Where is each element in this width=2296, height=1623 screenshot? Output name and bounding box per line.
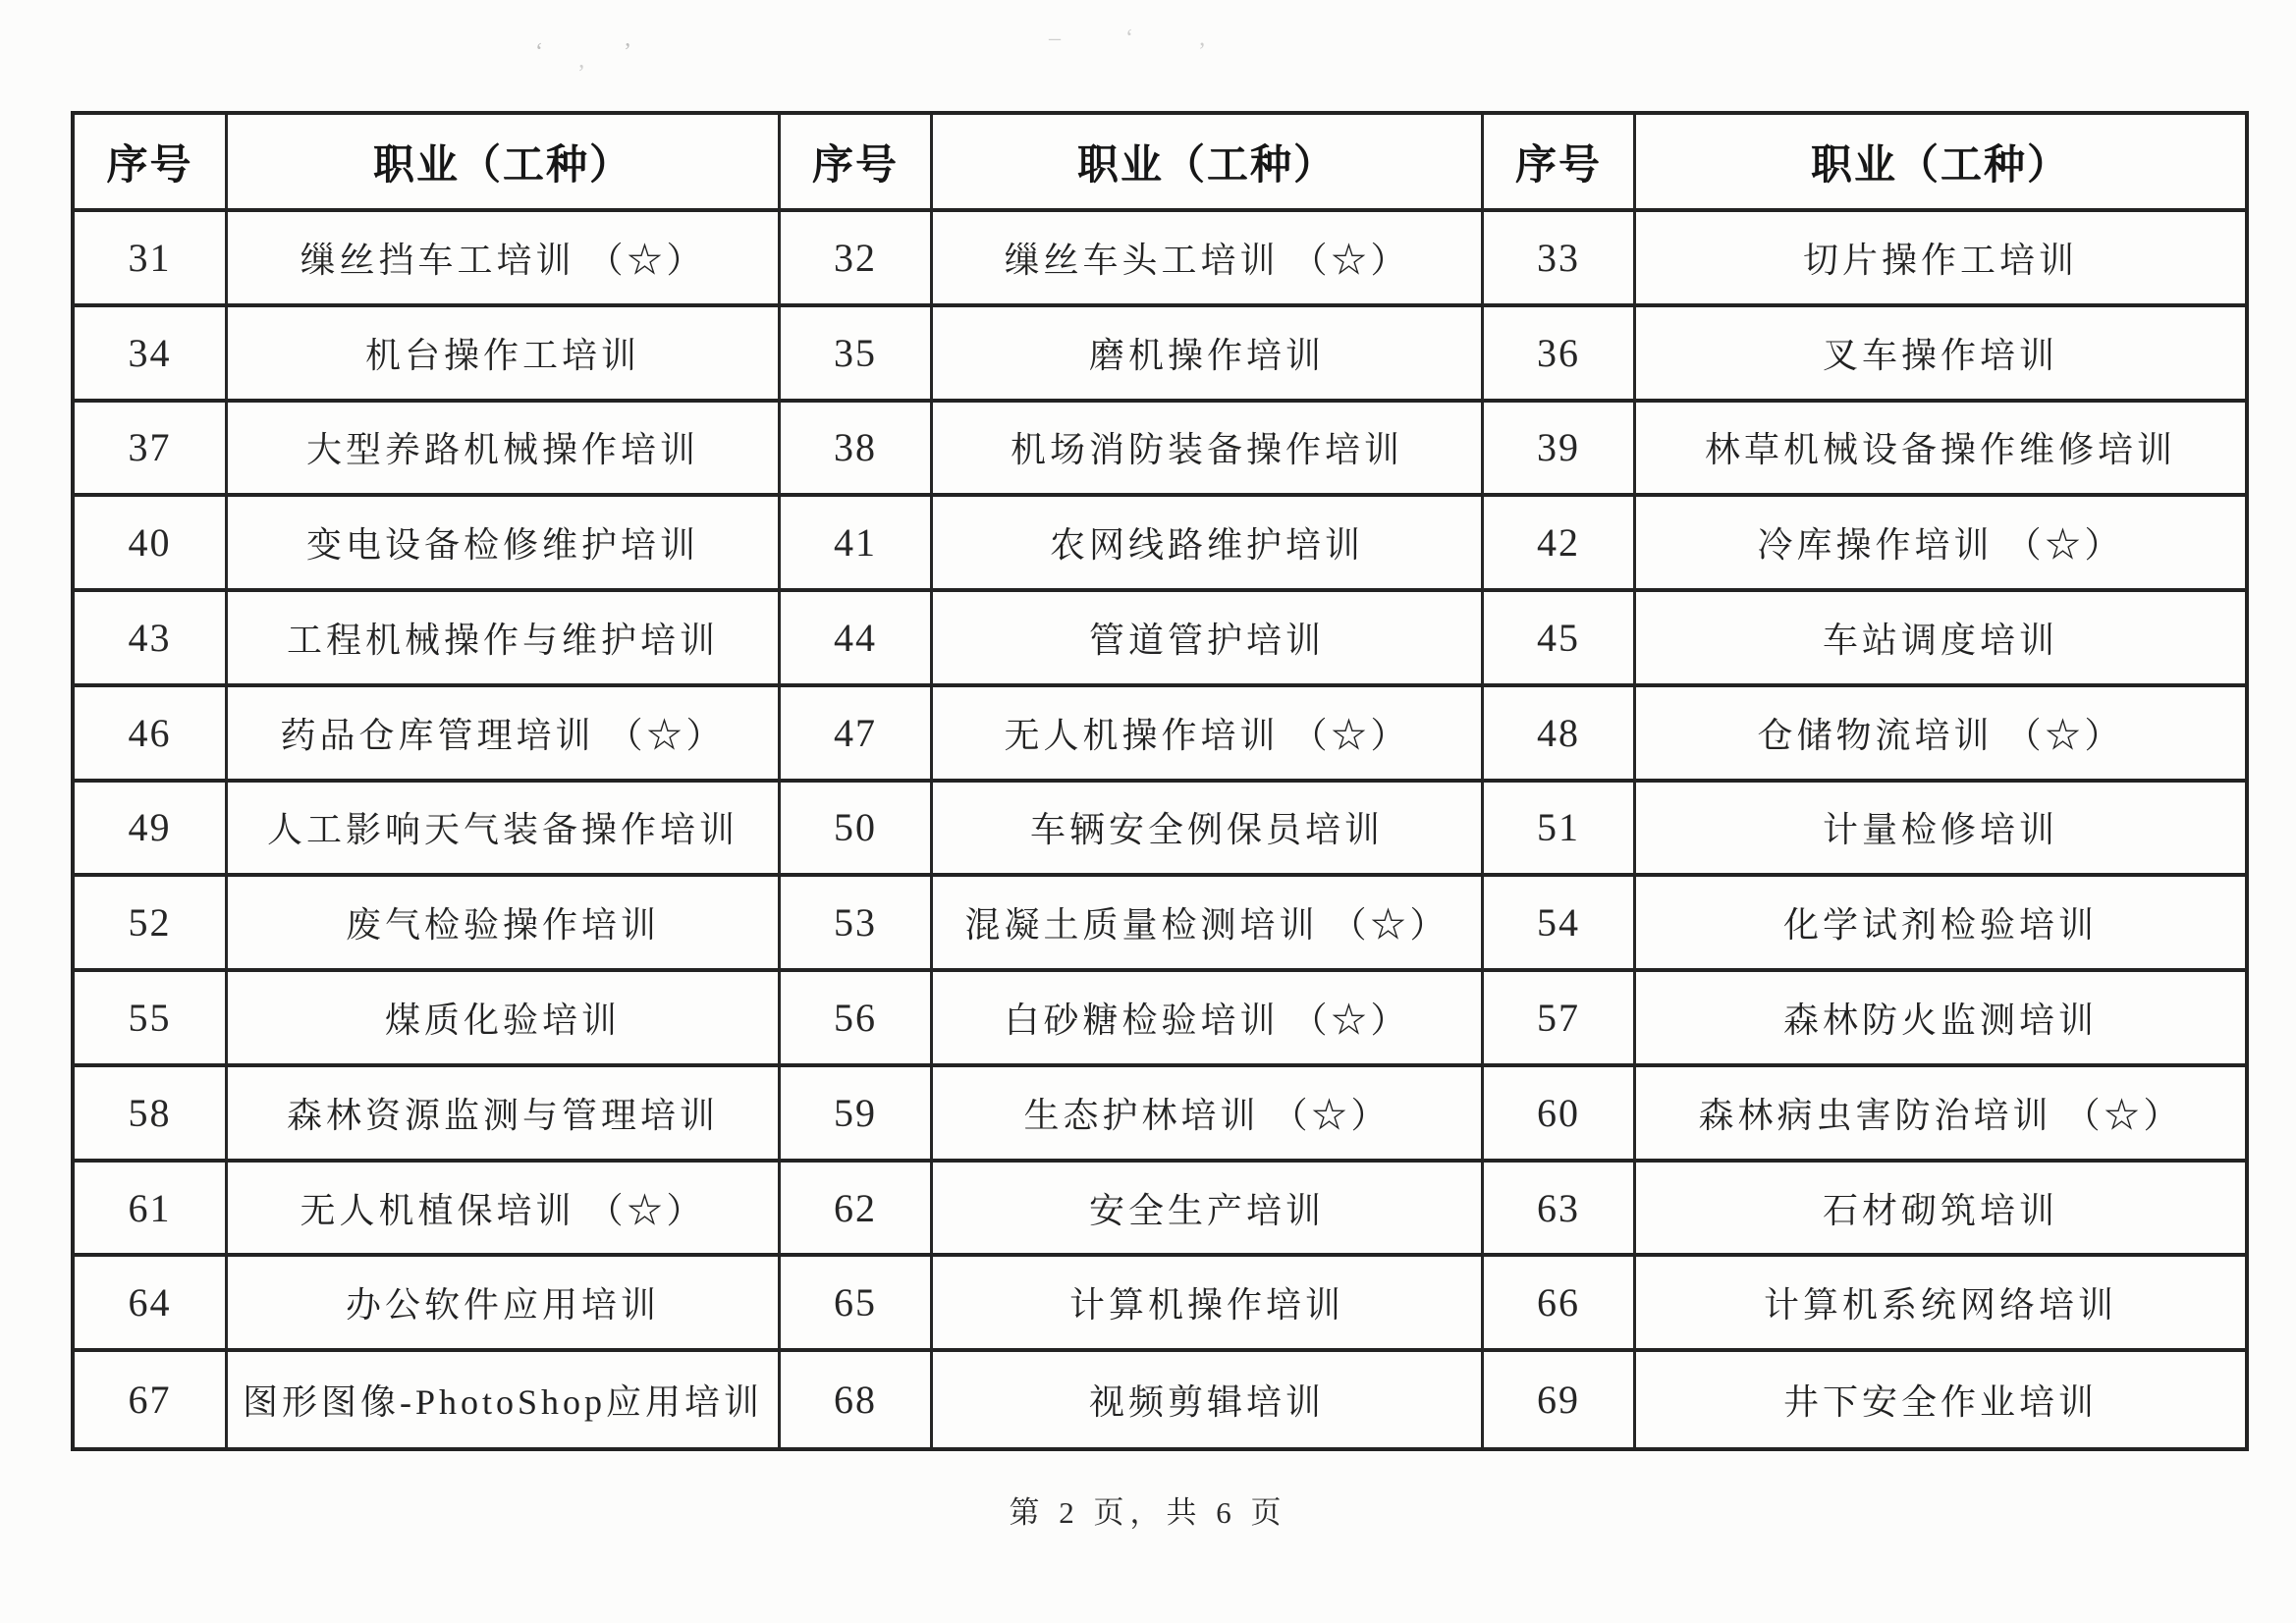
occupation-cell: 车辆安全例保员培训 [933, 783, 1484, 878]
occupation-cell: 化学试剂检验培训 [1636, 877, 2245, 972]
row-number-cell: 42 [1484, 497, 1636, 592]
occupation-cell: 安全生产培训 [933, 1163, 1484, 1258]
occupation-cell: 机场消防装备操作培训 [933, 403, 1484, 498]
occupation-cell: 混凝土质量检测培训 （☆） [933, 877, 1484, 972]
row-number-cell: 60 [1484, 1067, 1636, 1163]
occupation-cell: 视频剪辑培训 [933, 1352, 1484, 1447]
row-number-cell: 43 [75, 592, 228, 687]
col-header-occupation: 职业（工种） [228, 115, 781, 212]
occupation-cell: 农网线路维护培训 [933, 497, 1484, 592]
row-number-cell: 55 [75, 972, 228, 1067]
occupation-cell: 林草机械设备操作维修培训 [1636, 403, 2245, 498]
row-number-cell: 38 [781, 403, 933, 498]
row-number-cell: 31 [75, 212, 228, 307]
occupation-cell: 车站调度培训 [1636, 592, 2245, 687]
row-number-cell: 59 [781, 1067, 933, 1163]
occupation-cell: 煤质化验培训 [228, 972, 781, 1067]
occupation-cell: 变电设备检修维护培训 [228, 497, 781, 592]
row-number-cell: 62 [781, 1163, 933, 1258]
occupation-cell: 工程机械操作与维护培训 [228, 592, 781, 687]
row-number-cell: 50 [781, 783, 933, 878]
row-number-cell: 41 [781, 497, 933, 592]
occupation-cell: 缫丝车头工培训 （☆） [933, 212, 1484, 307]
occupation-cell: 仓储物流培训 （☆） [1636, 687, 2245, 783]
row-number-cell: 67 [75, 1352, 228, 1447]
row-number-cell: 36 [1484, 307, 1636, 403]
row-number-cell: 68 [781, 1352, 933, 1447]
occupation-cell: 人工影响天气装备操作培训 [228, 783, 781, 878]
occupation-cell: 切片操作工培训 [1636, 212, 2245, 307]
page-indicator: 第 2 页，共 6 页 [1009, 1495, 1287, 1530]
col-header-serial: 序号 [75, 115, 228, 212]
col-header-occupation: 职业（工种） [1636, 115, 2245, 212]
occupation-cell: 废气检验操作培训 [228, 877, 781, 972]
occupation-cell: 机台操作工培训 [228, 307, 781, 403]
row-number-cell: 58 [75, 1067, 228, 1163]
row-number-cell: 51 [1484, 783, 1636, 878]
occupation-cell: 缫丝挡车工培训 （☆） [228, 212, 781, 307]
occupation-cell: 生态护林培训 （☆） [933, 1067, 1484, 1163]
row-number-cell: 61 [75, 1163, 228, 1258]
occupation-cell: 大型养路机械操作培训 [228, 403, 781, 498]
row-number-cell: 49 [75, 783, 228, 878]
col-header-serial: 序号 [781, 115, 933, 212]
row-number-cell: 53 [781, 877, 933, 972]
occupation-cell: 森林防火监测培训 [1636, 972, 2245, 1067]
row-number-cell: 46 [75, 687, 228, 783]
row-number-cell: 64 [75, 1257, 228, 1352]
row-number-cell: 48 [1484, 687, 1636, 783]
row-number-cell: 39 [1484, 403, 1636, 498]
occupation-cell: 计算机操作培训 [933, 1257, 1484, 1352]
row-number-cell: 66 [1484, 1257, 1636, 1352]
row-number-cell: 44 [781, 592, 933, 687]
occupation-cell: 药品仓库管理培训 （☆） [228, 687, 781, 783]
row-number-cell: 34 [75, 307, 228, 403]
occupation-cell: 计量检修培训 [1636, 783, 2245, 878]
occupation-cell: 无人机植保培训 （☆） [228, 1163, 781, 1258]
occupation-cell: 森林病虫害防治培训 （☆） [1636, 1067, 2245, 1163]
occupation-cell: 图形图像-PhotoShop应用培训 [228, 1352, 781, 1447]
row-number-cell: 65 [781, 1257, 933, 1352]
occupation-cell: 白砂糖检验培训 （☆） [933, 972, 1484, 1067]
occupation-cell: 磨机操作培训 [933, 307, 1484, 403]
col-header-occupation: 职业（工种） [933, 115, 1484, 212]
row-number-cell: 47 [781, 687, 933, 783]
occupation-cell: 石材砌筑培训 [1636, 1163, 2245, 1258]
col-header-serial: 序号 [1484, 115, 1636, 212]
occupation-cell: 管道管护培训 [933, 592, 1484, 687]
row-number-cell: 69 [1484, 1352, 1636, 1447]
row-number-cell: 33 [1484, 212, 1636, 307]
occupation-cell: 井下安全作业培训 [1782, 1382, 2098, 1423]
occupation-cell: 计算机系统网络培训 [1636, 1257, 2245, 1352]
occupations-table [71, 111, 2249, 1451]
row-number-cell: 63 [1484, 1163, 1636, 1258]
row-number-cell: 40 [75, 497, 228, 592]
row-number-cell: 54 [1484, 877, 1636, 972]
scan-artifact: ’ [577, 61, 585, 86]
scan-artifact: – ‘ ‚ [1049, 26, 1235, 51]
row-number-cell: 37 [75, 403, 228, 498]
row-number-cell: 45 [1484, 592, 1636, 687]
row-number-cell: 56 [781, 972, 933, 1067]
row-number-cell: 52 [75, 877, 228, 972]
scan-artifact: ‘ ’ [535, 39, 669, 65]
occupation-cell: 无人机操作培训 （☆） [933, 687, 1484, 783]
row-number-cell: 35 [781, 307, 933, 403]
occupation-cell: 森林资源监测与管理培训 [228, 1067, 781, 1163]
occupation-cell: 办公软件应用培训 [228, 1257, 781, 1352]
occupation-cell: 叉车操作培训 [1636, 307, 2245, 403]
row-number-cell: 32 [781, 212, 933, 307]
occupation-cell: 冷库操作培训 （☆） [1636, 497, 2245, 592]
row-number-cell: 57 [1484, 972, 1636, 1067]
